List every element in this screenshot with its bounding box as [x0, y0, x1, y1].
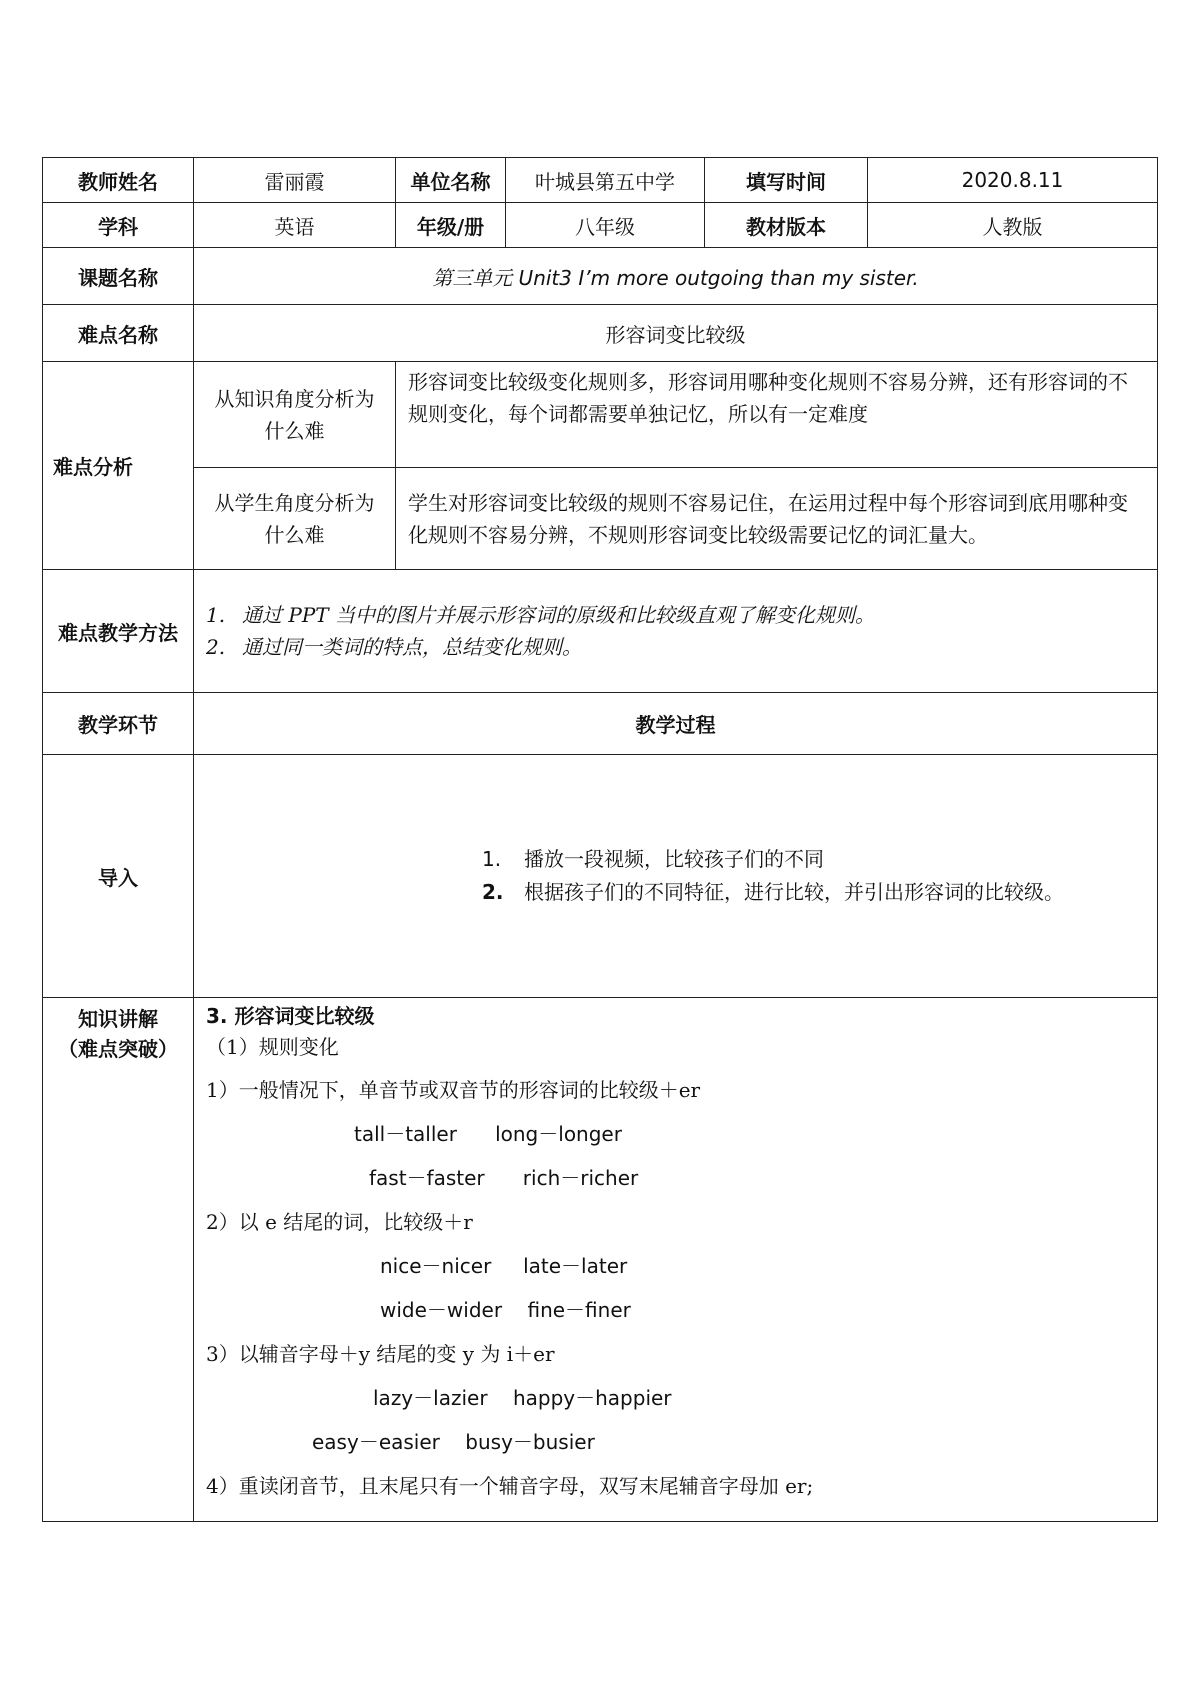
edition-label: 教材版本 [705, 203, 868, 248]
knowledge-content [194, 998, 1158, 1522]
knowledge-subheading: （1）规则变化 [206, 1035, 339, 1059]
knowledge-row [43, 998, 1158, 1522]
rule-3-example-1: lazy－lazier happy－happier [373, 1386, 672, 1410]
knowledge-angle-label-line1: 从知识角度分析为 [214, 386, 375, 411]
intro-content [194, 755, 1158, 998]
subject-label: 学科 [43, 203, 194, 248]
unit-name-label: 单位名称 [396, 158, 506, 203]
rule-3: 3）以辅音字母＋y 结尾的变 y 为 i＋er [206, 1342, 555, 1366]
knowledge-label-line2: （难点突破） [58, 1037, 178, 1061]
intro-list [482, 843, 1157, 909]
fill-date-label: 填写时间 [705, 158, 868, 203]
teacher-name-label: 教师姓名 [43, 158, 194, 203]
methods-label: 难点教学方法 [43, 570, 194, 693]
method-item-2: 2. 通过同一类词的特点，总结变化规则。 [206, 635, 582, 659]
lesson-plan-table [42, 157, 1158, 1522]
student-angle-label-line1: 从学生角度分析为 [214, 490, 375, 515]
analysis-student-row [43, 468, 1158, 570]
intro-item-2: 2. 根据孩子们的不同特征，进行比较，并引出形容词的比较级。 [482, 880, 1064, 904]
student-angle-label [194, 468, 396, 570]
grade-value: 八年级 [506, 203, 705, 248]
topic-value: 第三单元 Unit3 I’m more outgoing than my sister. [194, 248, 1158, 305]
grade-label: 年级/册 [396, 203, 506, 248]
method-item-1: 1. 通过 PPT 当中的图片并展示形容词的原级和比较级直观了解变化规则。 [206, 603, 875, 627]
difficulty-value: 形容词变比较级 [194, 305, 1158, 362]
intro-label: 导入 [43, 755, 194, 998]
topic-label: 课题名称 [43, 248, 194, 305]
topic-row [43, 248, 1158, 305]
rule-1-example-2: fast－faster rich－richer [369, 1166, 639, 1190]
teacher-name-value: 雷丽霞 [194, 158, 396, 203]
rule-4: 4）重读闭音节，且末尾只有一个辅音字母，双写末尾辅音字母加 er; [206, 1474, 814, 1498]
fill-date-value: 2020.8.11 [868, 158, 1158, 203]
knowledge-heading: 3. 形容词变比较级 [206, 1004, 375, 1028]
knowledge-angle-text: 形容词变比较级变化规则多，形容词用哪种变化规则不容易分辨，还有形容词的不规则变化，每个词都需要单独记忆，所以有一定难度 [396, 362, 1158, 468]
rule-1-example-1: tall－taller long－longer [354, 1122, 622, 1146]
student-angle-label-line2: 什么难 [264, 522, 325, 547]
difficulty-row [43, 305, 1158, 362]
analysis-knowledge-row [43, 362, 1158, 468]
methods-row [43, 570, 1158, 693]
rule-1: 1）一般情况下，单音节或双音节的形容词的比较级＋er [206, 1078, 701, 1102]
knowledge-angle-label [194, 362, 396, 468]
intro-item-1: 1. 播放一段视频，比较孩子们的不同 [482, 847, 824, 871]
knowledge-label [43, 998, 194, 1522]
intro-row [43, 755, 1158, 998]
process-header-row [43, 693, 1158, 755]
unit-name-value: 叶城县第五中学 [506, 158, 705, 203]
edition-value: 人教版 [868, 203, 1158, 248]
rule-3-example-2: easy－easier busy－busier [312, 1430, 595, 1454]
knowledge-label-line1: 知识讲解 [78, 1007, 158, 1031]
teaching-stage-label: 教学环节 [43, 693, 194, 755]
header-row-2 [43, 203, 1158, 248]
header-row-1 [43, 158, 1158, 203]
difficulty-label: 难点名称 [43, 305, 194, 362]
teaching-process-label: 教学过程 [194, 693, 1158, 755]
methods-list [194, 570, 1158, 693]
student-angle-text: 学生对形容词变比较级的规则不容易记住，在运用过程中每个形容词到底用哪种变化规则不容易分辨，不规则形容词变比较级需要记忆的词汇量大。 [396, 468, 1158, 570]
rule-2: 2）以 e 结尾的词，比较级＋r [206, 1210, 473, 1234]
rule-2-example-2: wide－wider fine－finer [380, 1298, 631, 1322]
analysis-label: 难点分析 [43, 362, 194, 570]
subject-value: 英语 [194, 203, 396, 248]
knowledge-angle-label-line2: 什么难 [264, 418, 325, 443]
rule-2-example-1: nice－nicer late－later [380, 1254, 628, 1278]
